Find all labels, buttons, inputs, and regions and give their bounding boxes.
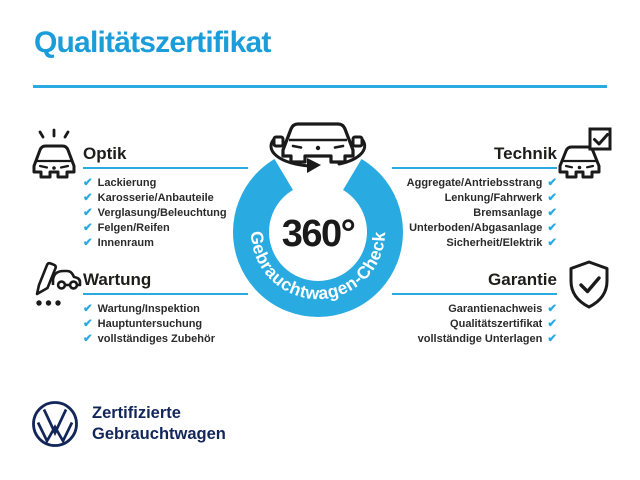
section-technik bbox=[392, 144, 557, 249]
check-icon: ✔ bbox=[547, 207, 557, 219]
check-icon: ✔ bbox=[83, 177, 93, 189]
checklist-item-label: Verglasung/Beleuchtung bbox=[97, 207, 227, 219]
checklist-optik bbox=[83, 178, 248, 249]
section-garantie bbox=[392, 270, 557, 345]
checklist-item bbox=[83, 223, 248, 234]
check-icon: ✔ bbox=[547, 318, 557, 330]
pencil-car-icon bbox=[26, 256, 82, 312]
page-title: Qualitätszertifikat bbox=[34, 26, 271, 59]
checklist-item-label: Bremsanlage bbox=[473, 207, 543, 219]
checklist-item bbox=[83, 319, 248, 330]
check-icon: ✔ bbox=[547, 177, 557, 189]
degrees-label: 360° bbox=[281, 213, 355, 255]
360-check-emblem bbox=[225, 104, 415, 319]
checklist-item bbox=[392, 319, 557, 330]
checklist-item-label: vollständige Unterlagen bbox=[417, 333, 543, 345]
checklist-item bbox=[83, 193, 248, 204]
check-icon: ✔ bbox=[547, 222, 557, 234]
checklist-item bbox=[83, 304, 248, 315]
checklist-item bbox=[392, 193, 557, 204]
header-divider bbox=[33, 85, 607, 88]
brand-line-1: Zertifizierte bbox=[92, 404, 181, 422]
check-icon: ✔ bbox=[547, 333, 557, 345]
check-icon: ✔ bbox=[547, 192, 557, 204]
checklist-item-label: Felgen/Reifen bbox=[97, 222, 170, 234]
ring-label: Gebrauchtwagen-Check bbox=[246, 230, 390, 304]
check-icon: ✔ bbox=[83, 237, 93, 249]
checklist-item-label: Innenraum bbox=[97, 237, 154, 249]
brand-text bbox=[92, 403, 226, 445]
checklist-item bbox=[83, 238, 248, 249]
checklist-item bbox=[83, 208, 248, 219]
checklist-item-label: Hauptuntersuchung bbox=[97, 318, 203, 330]
section-wartung bbox=[83, 270, 248, 345]
checklist-item-label: Aggregate/Antriebsstrang bbox=[406, 177, 543, 189]
check-icon: ✔ bbox=[83, 333, 93, 345]
section-title-technik: Technik bbox=[494, 144, 557, 163]
checklist-item bbox=[392, 178, 557, 189]
checklist-item-label: Qualitätszertifikat bbox=[450, 318, 543, 330]
checklist-item bbox=[392, 238, 557, 249]
checklist-item bbox=[83, 178, 248, 189]
section-underline bbox=[83, 167, 248, 169]
check-icon: ✔ bbox=[547, 237, 557, 249]
checklist-wartung bbox=[83, 304, 248, 345]
section-underline bbox=[392, 293, 557, 295]
section-title-optik: Optik bbox=[83, 144, 127, 163]
checklist-item bbox=[392, 304, 557, 315]
section-title-wartung: Wartung bbox=[83, 270, 152, 289]
checklist-item-label: Wartung/Inspektion bbox=[97, 303, 200, 315]
checklist-item-label: Unterboden/Abgasanlage bbox=[409, 222, 543, 234]
checklist-item-label: Lenkung/Fahrwerk bbox=[444, 192, 543, 204]
checklist-item-label: Garantienachweis bbox=[448, 303, 543, 315]
section-underline bbox=[392, 167, 557, 169]
section-underline bbox=[83, 293, 248, 295]
check-icon: ✔ bbox=[83, 303, 93, 315]
checklist-item-label: Karosserie/Anbauteile bbox=[97, 192, 214, 204]
section-title-garantie: Garantie bbox=[488, 270, 557, 289]
checklist-item bbox=[392, 208, 557, 219]
checklist-item-label: Lackierung bbox=[97, 177, 157, 189]
checklist-item bbox=[392, 334, 557, 345]
section-optik bbox=[83, 144, 248, 249]
checklist-item bbox=[392, 223, 557, 234]
check-icon: ✔ bbox=[547, 303, 557, 315]
checklist-garantie bbox=[392, 304, 557, 345]
checklist-item-label: Sicherheit/Elektrik bbox=[446, 237, 543, 249]
check-icon: ✔ bbox=[83, 192, 93, 204]
checklist-technik bbox=[392, 178, 557, 249]
vw-logo-icon bbox=[30, 399, 80, 449]
check-icon: ✔ bbox=[83, 207, 93, 219]
brand-line-2: Gebrauchtwagen bbox=[92, 425, 226, 443]
shield-check-icon bbox=[566, 259, 612, 313]
check-icon: ✔ bbox=[83, 318, 93, 330]
check-icon: ✔ bbox=[83, 222, 93, 234]
checklist-item bbox=[83, 334, 248, 345]
checklist-item-label: vollständiges Zubehör bbox=[97, 333, 215, 345]
car-checkbox-icon bbox=[556, 126, 614, 184]
car-shine-icon bbox=[26, 128, 82, 184]
